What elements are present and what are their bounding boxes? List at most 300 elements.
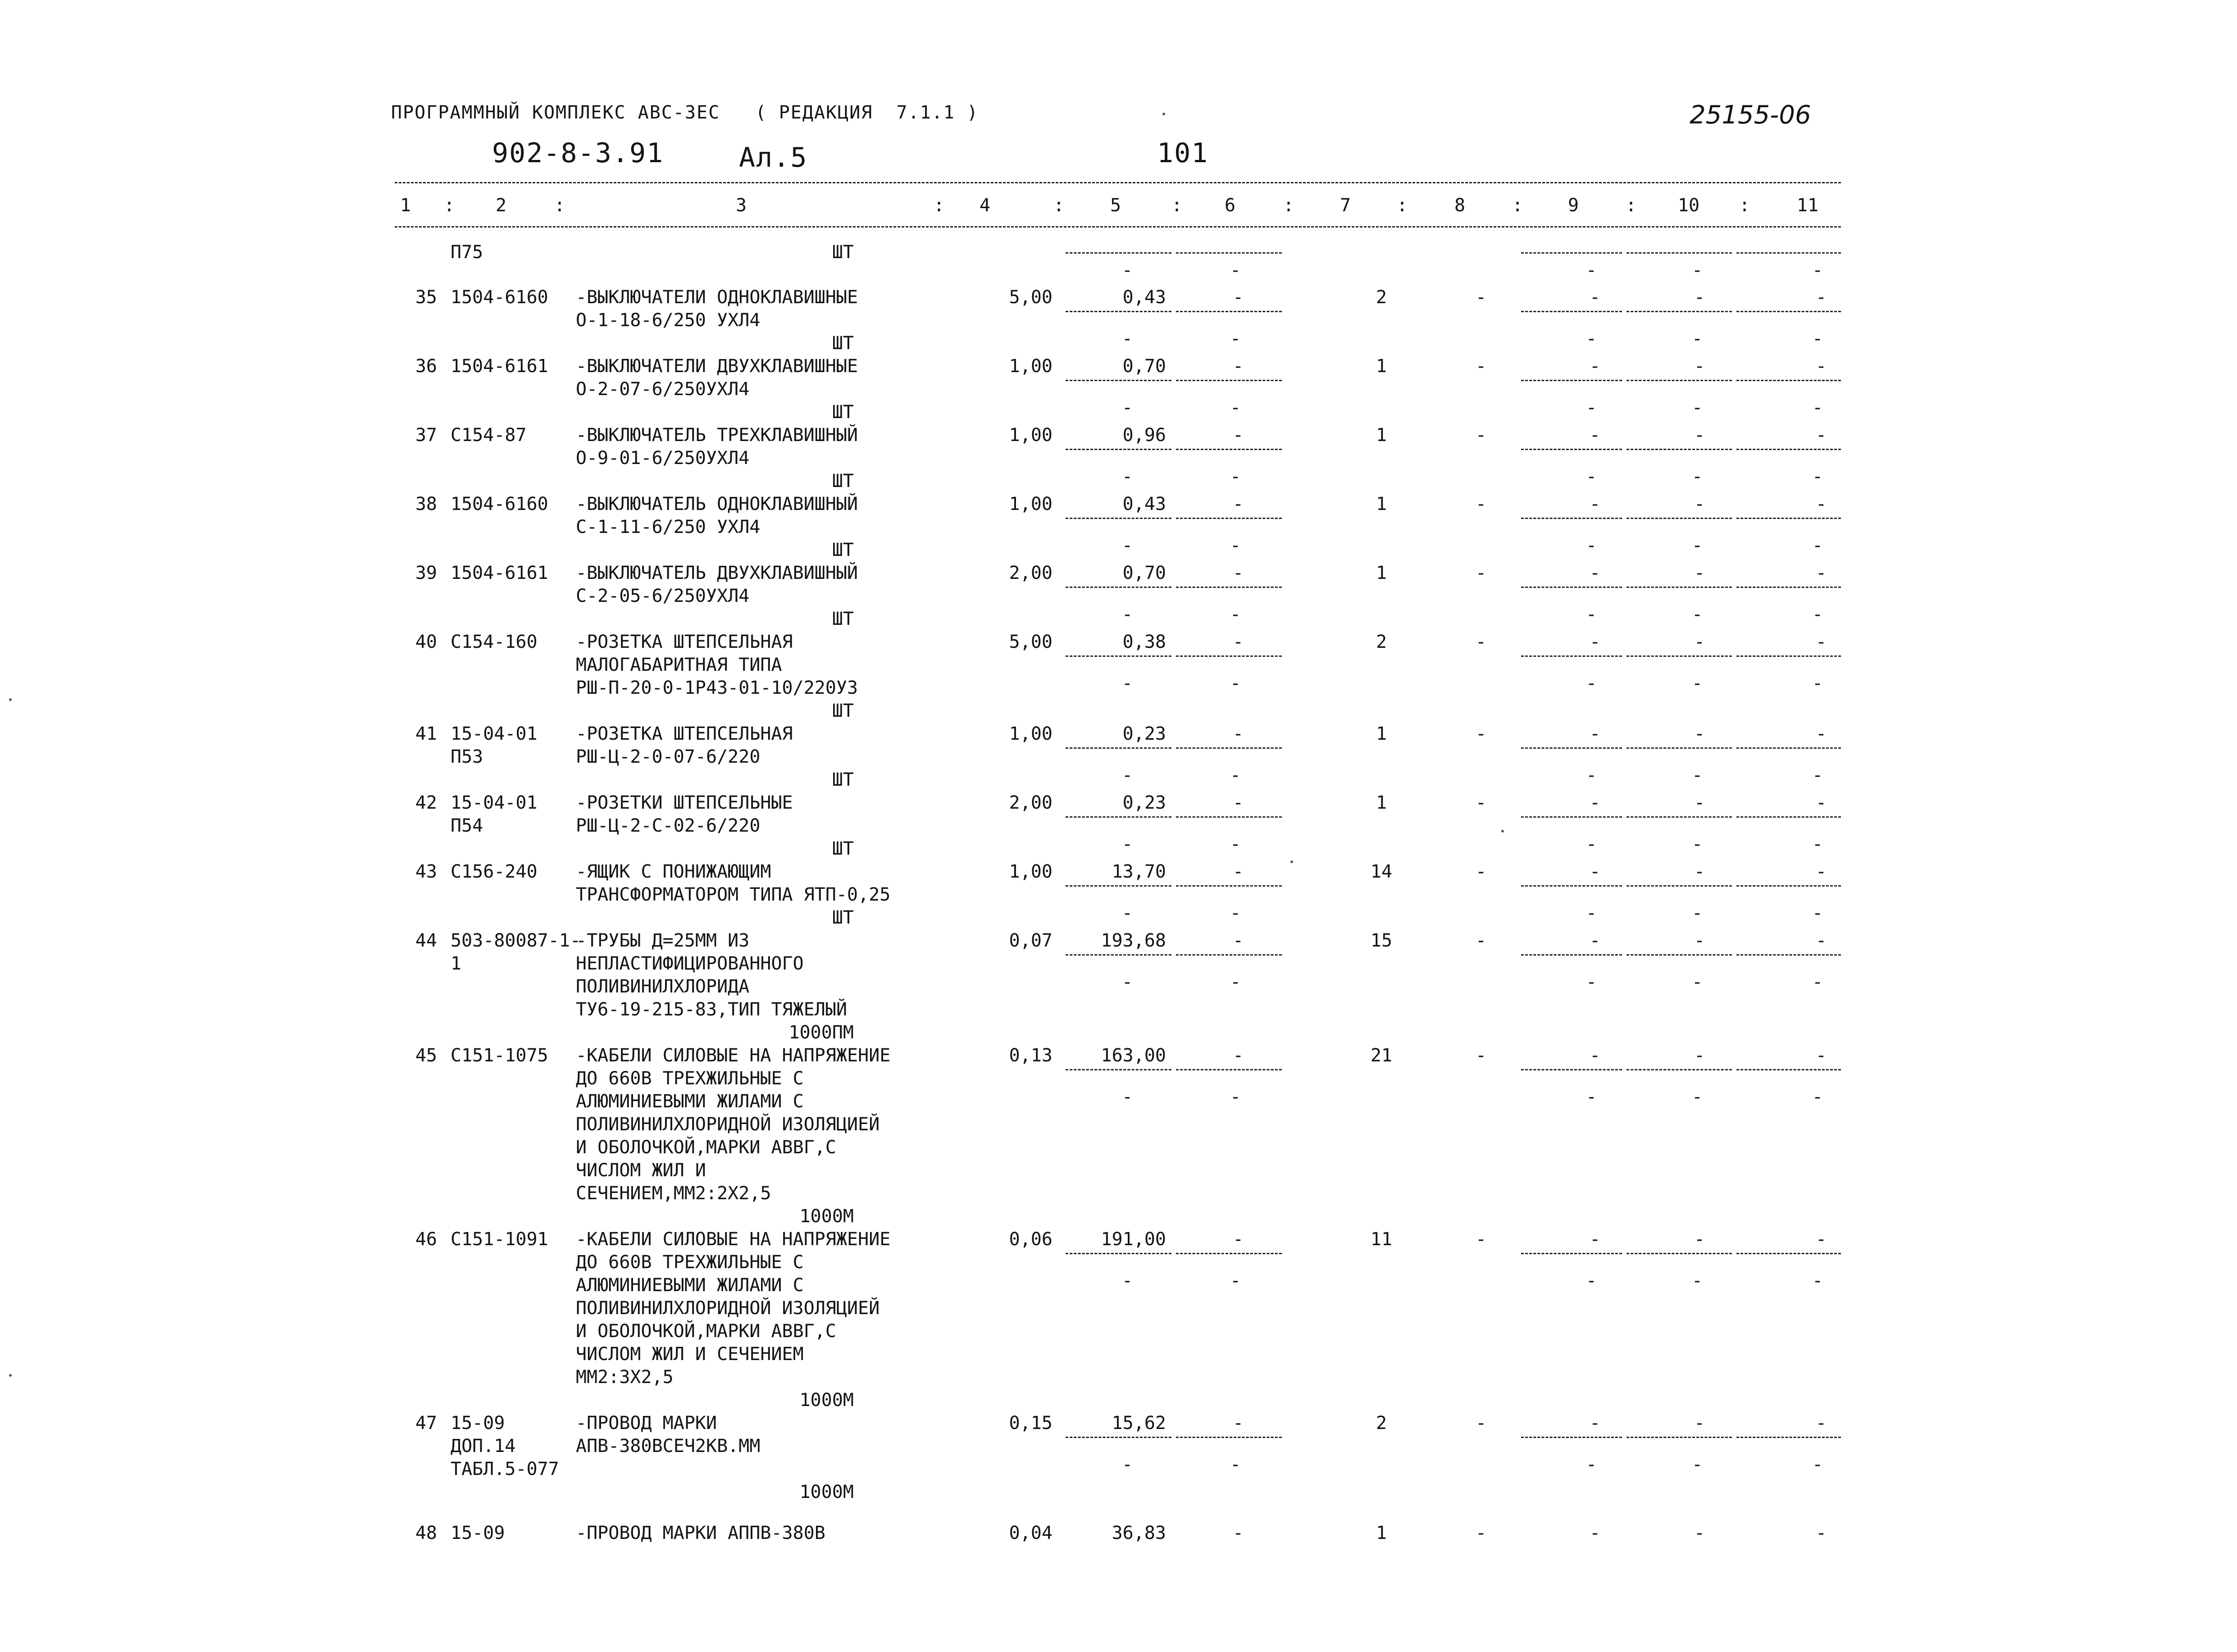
- subtotal-rule: [1521, 1253, 1622, 1254]
- row-description: -ТРУБЫ Д=25ММ ИЗ: [576, 930, 750, 951]
- row-sub-value: -: [1122, 604, 1133, 625]
- subtotal-rule: [1176, 518, 1282, 519]
- row-sub-value: -: [1812, 1454, 1823, 1475]
- subtotal-rule: [1626, 380, 1732, 381]
- row-col11: -: [1816, 1523, 1827, 1543]
- row-code: П53: [451, 746, 483, 767]
- row-col9: -: [1590, 632, 1601, 652]
- subtotal-rule: [1176, 380, 1282, 381]
- row-col7: 1: [1376, 563, 1387, 583]
- row-sub-value: -: [1230, 535, 1241, 556]
- row-description: О-1-18-6/250 УХЛ4: [576, 310, 761, 331]
- row-description: -РОЗЕТКА ШТЕПСЕЛЬНАЯ: [576, 724, 793, 744]
- row-col8: -: [1476, 1413, 1487, 1434]
- subtotal-rule: [1736, 380, 1841, 381]
- row-sub-value: -: [1230, 466, 1241, 487]
- row-quantity: 0,15: [1009, 1413, 1052, 1434]
- subtotal-rule: [1626, 587, 1732, 588]
- row-unit: 1000М: [799, 1482, 854, 1502]
- subtotal-rule: [1066, 380, 1171, 381]
- row-sub-value: -: [1586, 535, 1597, 556]
- row-code: С154-87: [451, 425, 527, 446]
- row-col7: 1: [1376, 494, 1387, 514]
- row-sub-value: -: [1230, 972, 1241, 992]
- row-description: РШ-Ц-2-С-02-6/220: [576, 815, 761, 836]
- row-sub-value: -: [1812, 765, 1823, 786]
- row-description: ТУ6-19-215-83,ТИП ТЯЖЕЛЫЙ: [576, 999, 847, 1020]
- row-col8: -: [1476, 287, 1487, 308]
- row-number: 41: [415, 724, 437, 744]
- row-col7: 2: [1376, 632, 1387, 652]
- row-code: С156-240: [451, 861, 538, 882]
- row-unit-price: 36,83: [1112, 1523, 1166, 1543]
- column-separator: :: [1512, 195, 1523, 216]
- row-quantity: 1,00: [1009, 724, 1052, 744]
- row-sub-value: -: [1122, 1454, 1133, 1475]
- row-code: 1504-6160: [451, 494, 548, 514]
- row-col6: -: [1233, 1523, 1244, 1543]
- row-col6: -: [1233, 494, 1244, 514]
- row-col9: -: [1590, 425, 1601, 446]
- row-description: -ВЫКЛЮЧАТЕЛЬ ТРЕХКЛАВИШНЫЙ: [576, 425, 858, 446]
- row-sub-value: -: [1692, 328, 1703, 349]
- row-col6: -: [1233, 861, 1244, 882]
- row-sub-value: -: [1122, 1270, 1133, 1291]
- row-sub-value: -: [1122, 765, 1133, 786]
- scan-speck: [1290, 860, 1293, 863]
- project-code: 902-8-3.91: [492, 137, 664, 169]
- row-unit-price: 15,62: [1112, 1413, 1166, 1434]
- subtotal-rule: [1521, 518, 1622, 519]
- row-sub-value: -: [1812, 397, 1823, 418]
- column-number-2: 2: [495, 195, 507, 216]
- subtotal-rule: [1736, 816, 1841, 818]
- row-col6: -: [1233, 1413, 1244, 1434]
- subtotal-rule: [1066, 1069, 1171, 1070]
- row-description: МАЛОГАБАРИТНАЯ ТИПА: [576, 655, 782, 675]
- row-code: 503-80087-1-: [451, 930, 581, 951]
- row-col11: -: [1816, 632, 1827, 652]
- row-description: ТРАНСФОРМАТОРОМ ТИПА ЯТП-0,25: [576, 884, 891, 905]
- subtotal-rule: [1176, 954, 1282, 956]
- row-unit: ШТ: [832, 402, 854, 423]
- subtotal-rule: [1626, 1253, 1732, 1254]
- row-col6: -: [1233, 930, 1244, 951]
- row-col11: -: [1816, 792, 1827, 813]
- column-separator: :: [1626, 195, 1637, 216]
- subtotal-rule: [1736, 252, 1841, 254]
- row-sub-value: -: [1122, 466, 1133, 487]
- row-description: -ВЫКЛЮЧАТЕЛЬ ОДНОКЛАВИШНЫЙ: [576, 494, 858, 514]
- row-code: 15-04-01: [451, 724, 538, 744]
- subtotal-rule: [1521, 252, 1622, 254]
- row-description: О-2-07-6/250УХЛ4: [576, 379, 750, 400]
- row-sub-value: -: [1586, 765, 1597, 786]
- row-col8: -: [1476, 1045, 1487, 1066]
- column-number-3: 3: [735, 195, 747, 216]
- row-description: СЕЧЕНИЕМ,ММ2:2Х2,5: [576, 1183, 771, 1204]
- row-col10: -: [1694, 1413, 1705, 1434]
- row-description: РШ-П-20-0-1Р43-01-10/220У3: [576, 678, 858, 698]
- row-col10: -: [1694, 494, 1705, 514]
- row-unit-price: 0,96: [1122, 425, 1166, 446]
- row-col11: -: [1816, 1229, 1827, 1250]
- subtotal-rule: [1521, 311, 1622, 312]
- row-col11: -: [1816, 563, 1827, 583]
- row-description: ММ2:3Х2,5: [576, 1367, 674, 1388]
- row-sub-value: -: [1122, 972, 1133, 992]
- subtotal-rule: [1736, 449, 1841, 450]
- column-separator: :: [1739, 195, 1750, 216]
- subtotal-rule: [1066, 816, 1171, 818]
- row-col6: -: [1233, 792, 1244, 813]
- subtotal-rule: [1066, 518, 1171, 519]
- row-sub-value: -: [1692, 1454, 1703, 1475]
- row-sub-value: -: [1586, 397, 1597, 418]
- row-code: 1504-6160: [451, 287, 548, 308]
- prev-value: -: [1230, 260, 1241, 281]
- subtotal-rule: [1521, 747, 1622, 749]
- row-sub-value: -: [1812, 1270, 1823, 1291]
- row-col8: -: [1476, 1229, 1487, 1250]
- row-col9: -: [1590, 1045, 1601, 1066]
- row-col10: -: [1694, 425, 1705, 446]
- row-sub-value: -: [1692, 1087, 1703, 1107]
- album-label: Ал.5: [739, 142, 808, 173]
- subtotal-rule: [1626, 311, 1732, 312]
- row-col6: -: [1233, 287, 1244, 308]
- row-number: 45: [415, 1045, 437, 1066]
- row-description: -КАБЕЛИ СИЛОВЫЕ НА НАПРЯЖЕНИЕ: [576, 1045, 891, 1066]
- row-col10: -: [1694, 287, 1705, 308]
- row-quantity: 2,00: [1009, 792, 1052, 813]
- row-unit-price: 0,43: [1122, 494, 1166, 514]
- row-number: 46: [415, 1229, 437, 1250]
- row-quantity: 0,06: [1009, 1229, 1052, 1250]
- row-sub-value: -: [1230, 1087, 1241, 1107]
- row-sub-value: -: [1812, 535, 1823, 556]
- row-sub-value: -: [1812, 1087, 1823, 1107]
- scan-speck: [1501, 830, 1504, 833]
- row-sub-value: -: [1122, 397, 1133, 418]
- row-sub-value: -: [1812, 673, 1823, 694]
- row-code: 1504-6161: [451, 356, 548, 377]
- row-col11: -: [1816, 425, 1827, 446]
- row-description: И ОБОЛОЧКОЙ,МАРКИ АВВГ,С: [576, 1321, 836, 1342]
- row-col9: -: [1590, 494, 1601, 514]
- row-sub-value: -: [1692, 673, 1703, 694]
- row-sub-value: -: [1692, 397, 1703, 418]
- row-col10: -: [1694, 1523, 1705, 1543]
- subtotal-rule: [1626, 1069, 1732, 1070]
- row-col9: -: [1590, 356, 1601, 377]
- row-col9: -: [1590, 1229, 1601, 1250]
- subtotal-rule: [1066, 1253, 1171, 1254]
- row-sub-value: -: [1122, 834, 1133, 855]
- row-col7: 1: [1376, 356, 1387, 377]
- row-col9: -: [1590, 792, 1601, 813]
- row-col7: 1: [1376, 724, 1387, 744]
- row-sub-value: -: [1122, 328, 1133, 349]
- subtotal-rule: [1176, 252, 1282, 254]
- column-number-5: 5: [1110, 195, 1121, 216]
- row-number: 48: [415, 1523, 437, 1543]
- row-sub-value: -: [1230, 834, 1241, 855]
- subtotal-rule: [1736, 1437, 1841, 1438]
- column-number-7: 7: [1339, 195, 1351, 216]
- subtotal-rule: [1176, 311, 1282, 312]
- row-col10: -: [1694, 1229, 1705, 1250]
- row-unit-price: 0,70: [1122, 563, 1166, 583]
- row-code: С154-160: [451, 632, 538, 652]
- row-description: ПОЛИВИНИЛХЛОРИДНОЙ ИЗОЛЯЦИЕЙ: [576, 1298, 880, 1319]
- row-description: -РОЗЕТКА ШТЕПСЕЛЬНАЯ: [576, 632, 793, 652]
- row-col7: 21: [1370, 1045, 1393, 1066]
- column-number-6: 6: [1224, 195, 1236, 216]
- row-code: 1: [451, 953, 462, 974]
- scan-speck: [9, 698, 12, 701]
- row-quantity: 1,00: [1009, 494, 1052, 514]
- program-title: ПРОГРАММНЫЙ КОМПЛЕКС АВС-3ЕС ( РЕДАКЦИЯ 7.1.1 ): [391, 102, 979, 123]
- row-col7: 1: [1376, 792, 1387, 813]
- row-number: 44: [415, 930, 437, 951]
- subtotal-rule: [1066, 1437, 1171, 1438]
- subtotal-rule: [1176, 655, 1282, 657]
- row-number: 47: [415, 1413, 437, 1434]
- row-col6: -: [1233, 724, 1244, 744]
- row-code: 15-09: [451, 1413, 505, 1434]
- row-unit: ШТ: [832, 907, 854, 928]
- row-col11: -: [1816, 1045, 1827, 1066]
- row-col9: -: [1590, 563, 1601, 583]
- row-sub-value: -: [1586, 1087, 1597, 1107]
- row-sub-value: -: [1812, 604, 1823, 625]
- row-col8: -: [1476, 861, 1487, 882]
- row-col9: -: [1590, 724, 1601, 744]
- row-col11: -: [1816, 287, 1827, 308]
- row-description: О-9-01-6/250УХЛ4: [576, 448, 750, 469]
- row-unit-price: 13,70: [1112, 861, 1166, 882]
- row-col8: -: [1476, 494, 1487, 514]
- row-col9: -: [1590, 861, 1601, 882]
- row-sub-value: -: [1812, 466, 1823, 487]
- row-sub-value: -: [1230, 604, 1241, 625]
- row-sub-value: -: [1692, 535, 1703, 556]
- scan-speck: [9, 1374, 12, 1377]
- document-number: 25155-06: [1690, 100, 1811, 130]
- row-col10: -: [1694, 356, 1705, 377]
- row-quantity: 5,00: [1009, 287, 1052, 308]
- row-col11: -: [1816, 494, 1827, 514]
- row-col6: -: [1233, 1229, 1244, 1250]
- row-unit-price: 191,00: [1101, 1229, 1166, 1250]
- row-unit-price: 0,70: [1122, 356, 1166, 377]
- column-separator: :: [1171, 195, 1183, 216]
- page-number: 101: [1157, 137, 1209, 169]
- row-col7: 14: [1370, 861, 1393, 882]
- row-description: ДО 660В ТРЕХЖИЛЬНЫЕ С: [576, 1252, 804, 1273]
- prev-value: -: [1122, 260, 1133, 281]
- prev-value: -: [1586, 260, 1597, 281]
- row-col11: -: [1816, 930, 1827, 951]
- subtotal-rule: [1626, 449, 1732, 450]
- subtotal-rule: [1176, 1437, 1282, 1438]
- row-sub-value: -: [1230, 673, 1241, 694]
- row-sub-value: -: [1122, 1087, 1133, 1107]
- row-sub-value: -: [1586, 903, 1597, 924]
- subtotal-rule: [1066, 885, 1171, 887]
- column-separator: :: [934, 195, 945, 216]
- row-sub-value: -: [1586, 1270, 1597, 1291]
- subtotal-rule: [1066, 587, 1171, 588]
- subtotal-rule: [1066, 311, 1171, 312]
- column-number-4: 4: [979, 195, 991, 216]
- column-number-9: 9: [1567, 195, 1579, 216]
- row-sub-value: -: [1812, 972, 1823, 992]
- row-description: ДО 660В ТРЕХЖИЛЬНЫЕ С: [576, 1068, 804, 1089]
- subtotal-rule: [1626, 954, 1732, 956]
- row-col8: -: [1476, 1523, 1487, 1543]
- subtotal-rule: [1066, 252, 1171, 254]
- scan-speck: [1162, 113, 1165, 115]
- row-sub-value: -: [1586, 466, 1597, 487]
- column-number-8: 8: [1454, 195, 1466, 216]
- subtotal-rule: [1736, 311, 1841, 312]
- row-code: С151-1075: [451, 1045, 548, 1066]
- row-unit: ШТ: [832, 769, 854, 790]
- row-description: РШ-Ц-2-0-07-6/220: [576, 746, 761, 767]
- subtotal-rule: [1521, 1437, 1622, 1438]
- row-unit-price: 193,68: [1101, 930, 1166, 951]
- row-number: 39: [415, 563, 437, 583]
- row-sub-value: -: [1692, 903, 1703, 924]
- row-quantity: 5,00: [1009, 632, 1052, 652]
- row-col6: -: [1233, 632, 1244, 652]
- row-col10: -: [1694, 792, 1705, 813]
- row-col6: -: [1233, 356, 1244, 377]
- row-description: И ОБОЛОЧКОЙ,МАРКИ АВВГ,С: [576, 1137, 836, 1158]
- row-col7: 11: [1370, 1229, 1393, 1250]
- subtotal-rule: [1736, 885, 1841, 887]
- row-description: АЛЮМИНИЕВЫМИ ЖИЛАМИ С: [576, 1091, 804, 1112]
- row-description: -ВЫКЛЮЧАТЕЛЬ ДВУХКЛАВИШНЫЙ: [576, 563, 858, 583]
- row-number: 40: [415, 632, 437, 652]
- row-sub-value: -: [1122, 673, 1133, 694]
- subtotal-rule: [1626, 1437, 1732, 1438]
- row-description: -ВЫКЛЮЧАТЕЛИ ДВУХКЛАВИШНЫЕ: [576, 356, 858, 377]
- row-quantity: 1,00: [1009, 861, 1052, 882]
- row-col8: -: [1476, 563, 1487, 583]
- row-code: ДОП.14: [451, 1436, 516, 1456]
- row-unit-price: 0,23: [1122, 724, 1166, 744]
- column-separator: :: [554, 195, 565, 216]
- row-description: -РОЗЕТКИ ШТЕПСЕЛЬНЫЕ: [576, 792, 793, 813]
- row-code: 1504-6161: [451, 563, 548, 583]
- row-col9: -: [1590, 930, 1601, 951]
- subtotal-rule: [1176, 1253, 1282, 1254]
- row-col7: 2: [1376, 1413, 1387, 1434]
- row-sub-value: -: [1230, 328, 1241, 349]
- subtotal-rule: [1736, 1253, 1841, 1254]
- row-code: 15-09: [451, 1523, 505, 1543]
- row-col11: -: [1816, 861, 1827, 882]
- row-quantity: 0,07: [1009, 930, 1052, 951]
- column-separator: :: [1397, 195, 1408, 216]
- row-col10: -: [1694, 632, 1705, 652]
- column-number-1: 1: [400, 195, 411, 216]
- row-unit: ШТ: [832, 838, 854, 859]
- subtotal-rule: [1626, 252, 1732, 254]
- row-description: ПОЛИВИНИЛХЛОРИДА: [576, 976, 750, 997]
- row-unit-price: 0,43: [1122, 287, 1166, 308]
- row-description: -КАБЕЛИ СИЛОВЫЕ НА НАПРЯЖЕНИЕ: [576, 1229, 891, 1250]
- subtotal-rule: [1066, 449, 1171, 450]
- row-sub-value: -: [1230, 903, 1241, 924]
- column-separator: :: [1283, 195, 1294, 216]
- row-col8: -: [1476, 632, 1487, 652]
- column-separator: :: [444, 195, 455, 216]
- row-description: -ВЫКЛЮЧАТЕЛИ ОДНОКЛАВИШНЫЕ: [576, 287, 858, 308]
- subtotal-rule: [1736, 518, 1841, 519]
- row-col8: -: [1476, 930, 1487, 951]
- row-unit: 1000М: [799, 1390, 854, 1411]
- row-sub-value: -: [1230, 397, 1241, 418]
- prev-code: П75: [451, 242, 483, 263]
- row-sub-value: -: [1586, 1454, 1597, 1475]
- row-col8: -: [1476, 724, 1487, 744]
- row-unit: ШТ: [832, 609, 854, 629]
- row-sub-value: -: [1812, 834, 1823, 855]
- row-sub-value: -: [1586, 328, 1597, 349]
- row-sub-value: -: [1230, 765, 1241, 786]
- row-col10: -: [1694, 930, 1705, 951]
- prev-value: -: [1812, 260, 1823, 281]
- row-col9: -: [1590, 287, 1601, 308]
- row-sub-value: -: [1230, 1270, 1241, 1291]
- prev-unit: ШТ: [832, 242, 854, 263]
- row-number: 35: [415, 287, 437, 308]
- row-col11: -: [1816, 356, 1827, 377]
- row-sub-value: -: [1692, 972, 1703, 992]
- row-sub-value: -: [1812, 328, 1823, 349]
- row-description: АЛЮМИНИЕВЫМИ ЖИЛАМИ С: [576, 1275, 804, 1296]
- row-sub-value: -: [1122, 903, 1133, 924]
- subtotal-rule: [1736, 587, 1841, 588]
- subtotal-rule: [1626, 816, 1732, 818]
- row-unit: 1000М: [799, 1206, 854, 1227]
- row-col10: -: [1694, 563, 1705, 583]
- row-description: С-1-11-6/250 УХЛ4: [576, 517, 761, 537]
- row-description: ЧИСЛОМ ЖИЛ И СЕЧЕНИЕМ: [576, 1344, 804, 1365]
- row-description: -ПРОВОД МАРКИ: [576, 1413, 717, 1434]
- subtotal-rule: [1736, 747, 1841, 749]
- subtotal-rule: [1521, 655, 1622, 657]
- row-unit-price: 163,00: [1101, 1045, 1166, 1066]
- row-description: ЧИСЛОМ ЖИЛ И: [576, 1160, 706, 1181]
- subtotal-rule: [1521, 587, 1622, 588]
- subtotal-rule: [1521, 885, 1622, 887]
- row-description: ПОЛИВИНИЛХЛОРИДНОЙ ИЗОЛЯЦИЕЙ: [576, 1114, 880, 1135]
- subtotal-rule: [1521, 449, 1622, 450]
- row-code: П54: [451, 815, 483, 836]
- subtotal-rule: [1736, 655, 1841, 657]
- row-col6: -: [1233, 563, 1244, 583]
- row-description: -ЯЩИК С ПОНИЖАЮЩИМ: [576, 861, 771, 882]
- column-number-11: 11: [1796, 195, 1819, 216]
- subtotal-rule: [1521, 1069, 1622, 1070]
- subtotal-rule: [1176, 449, 1282, 450]
- subtotal-rule: [1176, 1069, 1282, 1070]
